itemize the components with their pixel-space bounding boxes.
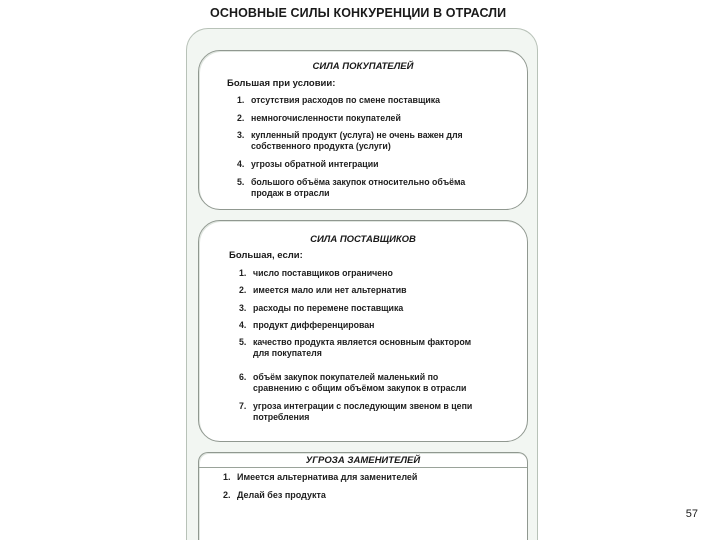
item-text: Делай без продукта [237,490,326,500]
item-text: немногочисленности покупателей [251,113,401,123]
item-number: 1. [237,95,245,105]
item-text: отсутствия расходов по смене поставщика [251,95,441,105]
item-number: 5. [237,177,245,187]
item-text: качество продукта является основным фактором [253,337,472,347]
suppliers-item-7 [239,401,472,423]
buyers-lead: Большая при условии: [227,78,336,89]
item-text: имеется мало или нет альтернатив [253,285,407,295]
item-number: 3. [239,303,247,313]
item-text-continued: собственного продукта (услуги) [251,141,391,151]
suppliers-item-1 [239,268,393,279]
page-title: ОСНОВНЫЕ СИЛЫ КОНКУРЕНЦИИ В ОТРАСЛИ [210,6,507,20]
item-number: 3. [237,130,245,140]
item-text: большого объёма закупок относительно объёма [251,177,466,187]
item-text: угрозы обратной интеграции [251,159,379,169]
item-number: 6. [239,372,247,382]
item-number: 1. [223,472,231,482]
item-text: угроза интеграции с последующим звеном в цепи [253,401,473,411]
suppliers-item-6 [239,372,466,394]
item-text: Имеется альтернатива для заменителей [237,472,418,482]
item-number: 1. [239,268,247,278]
item-text-continued: продаж в отрасли [251,188,330,198]
substitutes-heading: УГРОЗА ЗАМЕНИТЕЛЕЙ [305,455,421,466]
item-number: 7. [239,401,247,411]
suppliers-item-2 [239,285,407,296]
item-text-continued: сравнению с общим объёмом закупок в отрасли [253,383,467,393]
suppliers-item-5 [239,337,471,359]
suppliers-heading: СИЛА ПОСТАВЩИКОВ [310,234,416,245]
item-text: расходы по перемене поставщика [253,303,404,313]
suppliers-lead: Большая, если: [229,250,303,261]
substitutes-threat-card [198,452,528,540]
buyers-item-1 [237,95,440,106]
item-text-continued: потребления [253,412,310,422]
item-text: число поставщиков ограничено [253,268,393,278]
buyers-item-5 [237,177,465,199]
buyers-item-4 [237,159,379,170]
item-text-continued: для покупателя [253,348,322,358]
buyers-power-card [198,50,528,210]
item-number: 5. [239,337,247,347]
item-number: 2. [239,285,247,295]
substitutes-item-2 [223,490,326,501]
suppliers-power-card [198,220,528,442]
item-number: 4. [237,159,245,169]
substitutes-item-1 [223,472,417,483]
page-number: 57 [685,508,698,520]
item-text: объём закупок покупателей маленький по [253,372,439,382]
buyers-item-3 [237,130,463,152]
item-number: 2. [237,113,245,123]
buyers-item-2 [237,113,401,124]
item-number: 2. [223,490,231,500]
item-number: 4. [239,320,247,330]
suppliers-item-3 [239,303,403,314]
item-text: купленный продукт (услуга) не очень важен для [251,130,463,140]
heading-divider [199,467,527,471]
buyers-heading: СИЛА ПОКУПАТЕЛЕЙ [312,61,414,72]
item-text: продукт дифференцирован [253,320,375,330]
suppliers-item-4 [239,320,375,331]
